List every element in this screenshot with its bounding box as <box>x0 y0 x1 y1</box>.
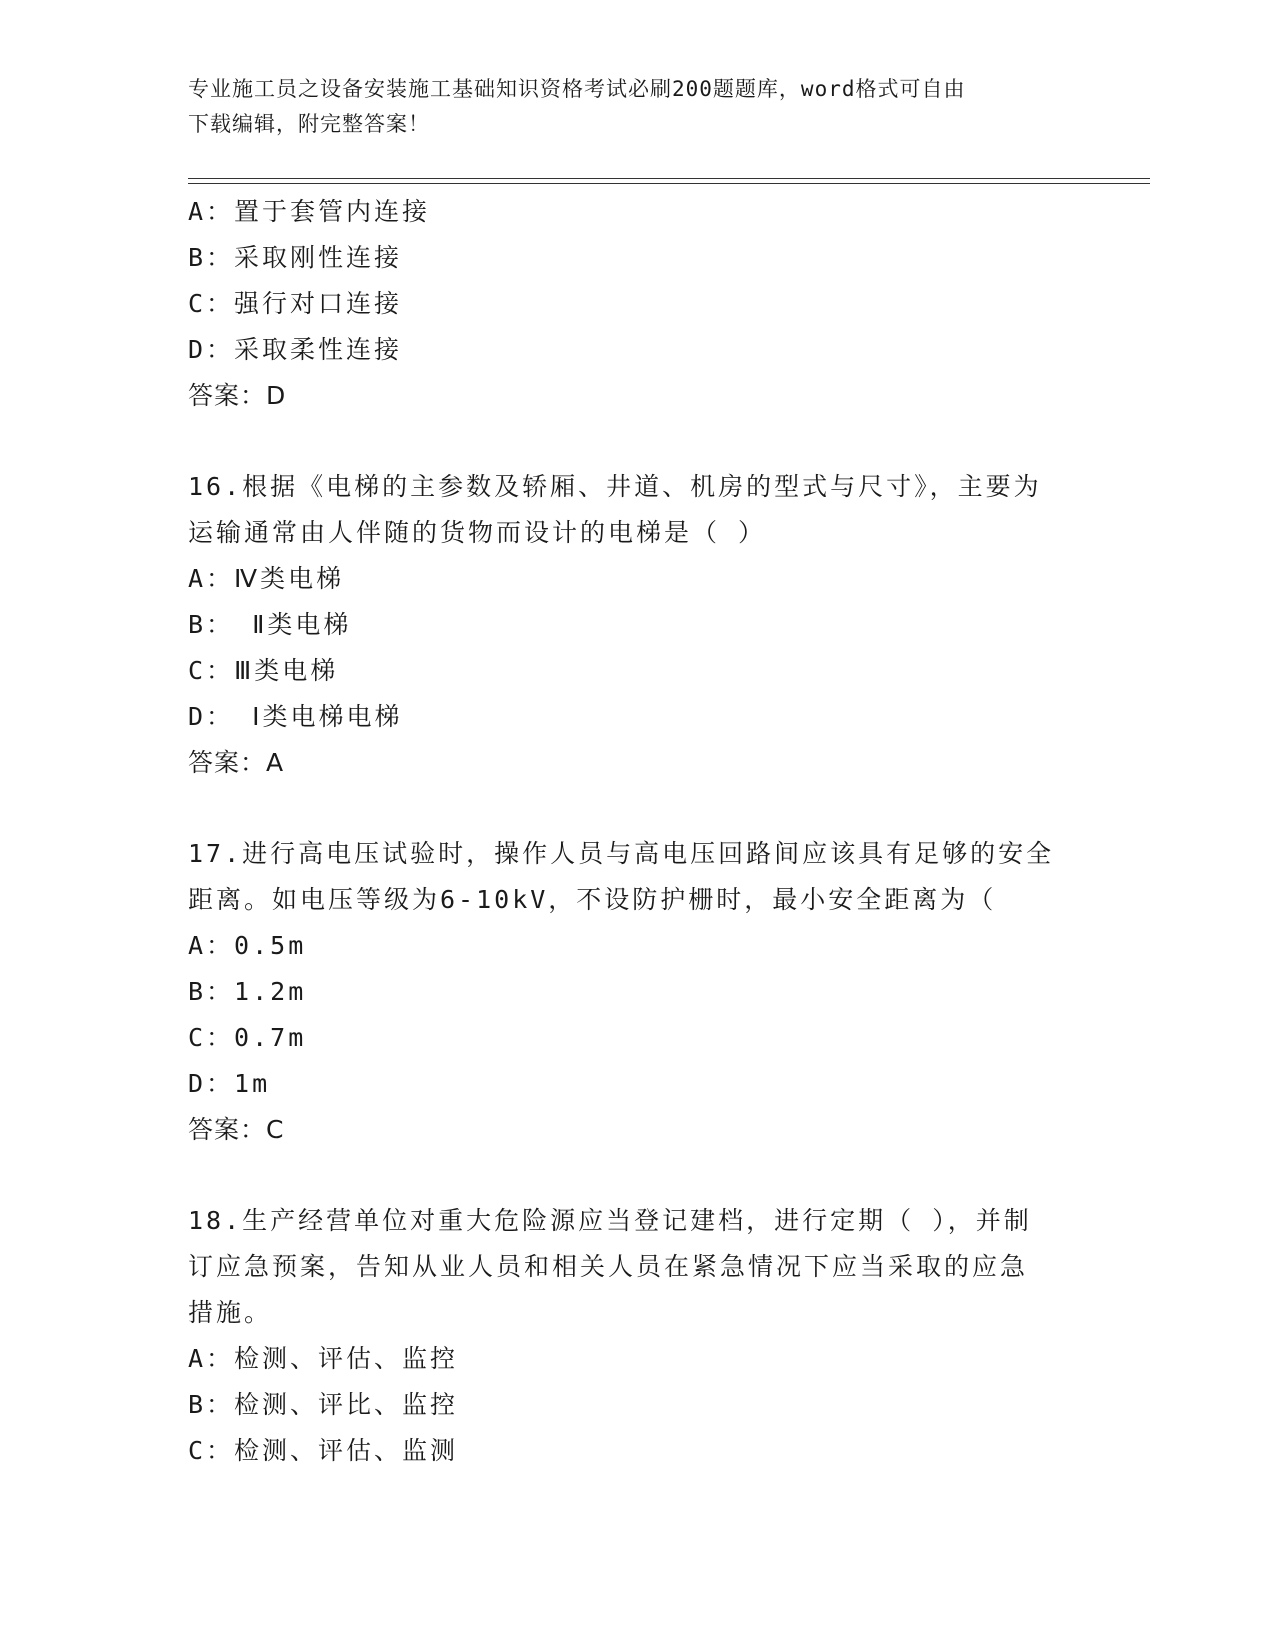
option-a: A：Ⅳ类电梯 <box>188 564 345 593</box>
option-c: C：强行对口连接 <box>188 289 403 318</box>
question-list <box>188 189 1088 1474</box>
option-c: C：0.7m <box>188 1023 307 1052</box>
answer: 答案：A <box>188 748 285 777</box>
question-stem-line: 措施。 <box>188 1298 273 1327</box>
option-b: B：采取刚性连接 <box>188 243 403 272</box>
option-a: A：检测、评估、监控 <box>188 1344 459 1373</box>
answer: 答案：D <box>188 381 287 410</box>
option-d: D：采取柔性连接 <box>188 335 403 364</box>
question-17 <box>188 831 1088 1153</box>
option-d: D： Ⅰ类电梯电梯 <box>188 702 403 731</box>
question-stem-line: 运输通常由人伴随的货物而设计的电梯是（ ） <box>188 518 767 547</box>
option-c: C：Ⅲ类电梯 <box>188 656 339 685</box>
option-b: B： Ⅱ类电梯 <box>188 610 352 639</box>
question-18 <box>188 1198 1088 1474</box>
header-rule-top <box>188 178 1150 179</box>
question-15-tail <box>188 189 1088 419</box>
question-stem-line: 距离。如电压等级为6-10kV，不设防护栅时，最小安全距离为（ <box>188 885 997 914</box>
option-a: A：0.5m <box>188 931 307 960</box>
question-stem-line: 订应急预案，告知从业人员和相关人员在紧急情况下应当采取的应急 <box>188 1252 1029 1281</box>
option-d: D：1m <box>188 1069 271 1098</box>
header-line-2: 下载编辑，附完整答案！ <box>188 112 430 136</box>
header-rule-bottom <box>188 183 1150 184</box>
option-b: B：1.2m <box>188 977 307 1006</box>
question-stem-line: 17.进行高电压试验时，操作人员与高电压回路间应该具有足够的安全 <box>188 839 1055 868</box>
option-b: B：检测、评比、监控 <box>188 1390 459 1419</box>
option-a: A：置于套管内连接 <box>188 197 431 226</box>
answer: 答案：C <box>188 1115 285 1144</box>
question-stem-line: 16.根据《电梯的主参数及轿厢、井道、机房的型式与尺寸》，主要为 <box>188 472 1042 501</box>
header-line-1: 专业施工员之设备安装施工基础知识资格考试必刷200题题库，word格式可自由 <box>188 77 966 101</box>
document-header <box>188 72 1088 142</box>
question-16 <box>188 464 1088 786</box>
question-stem-line: 18.生产经营单位对重大危险源应当登记建档，进行定期（ ），并制 <box>188 1206 1032 1235</box>
option-c: C：检测、评估、监测 <box>188 1436 459 1465</box>
